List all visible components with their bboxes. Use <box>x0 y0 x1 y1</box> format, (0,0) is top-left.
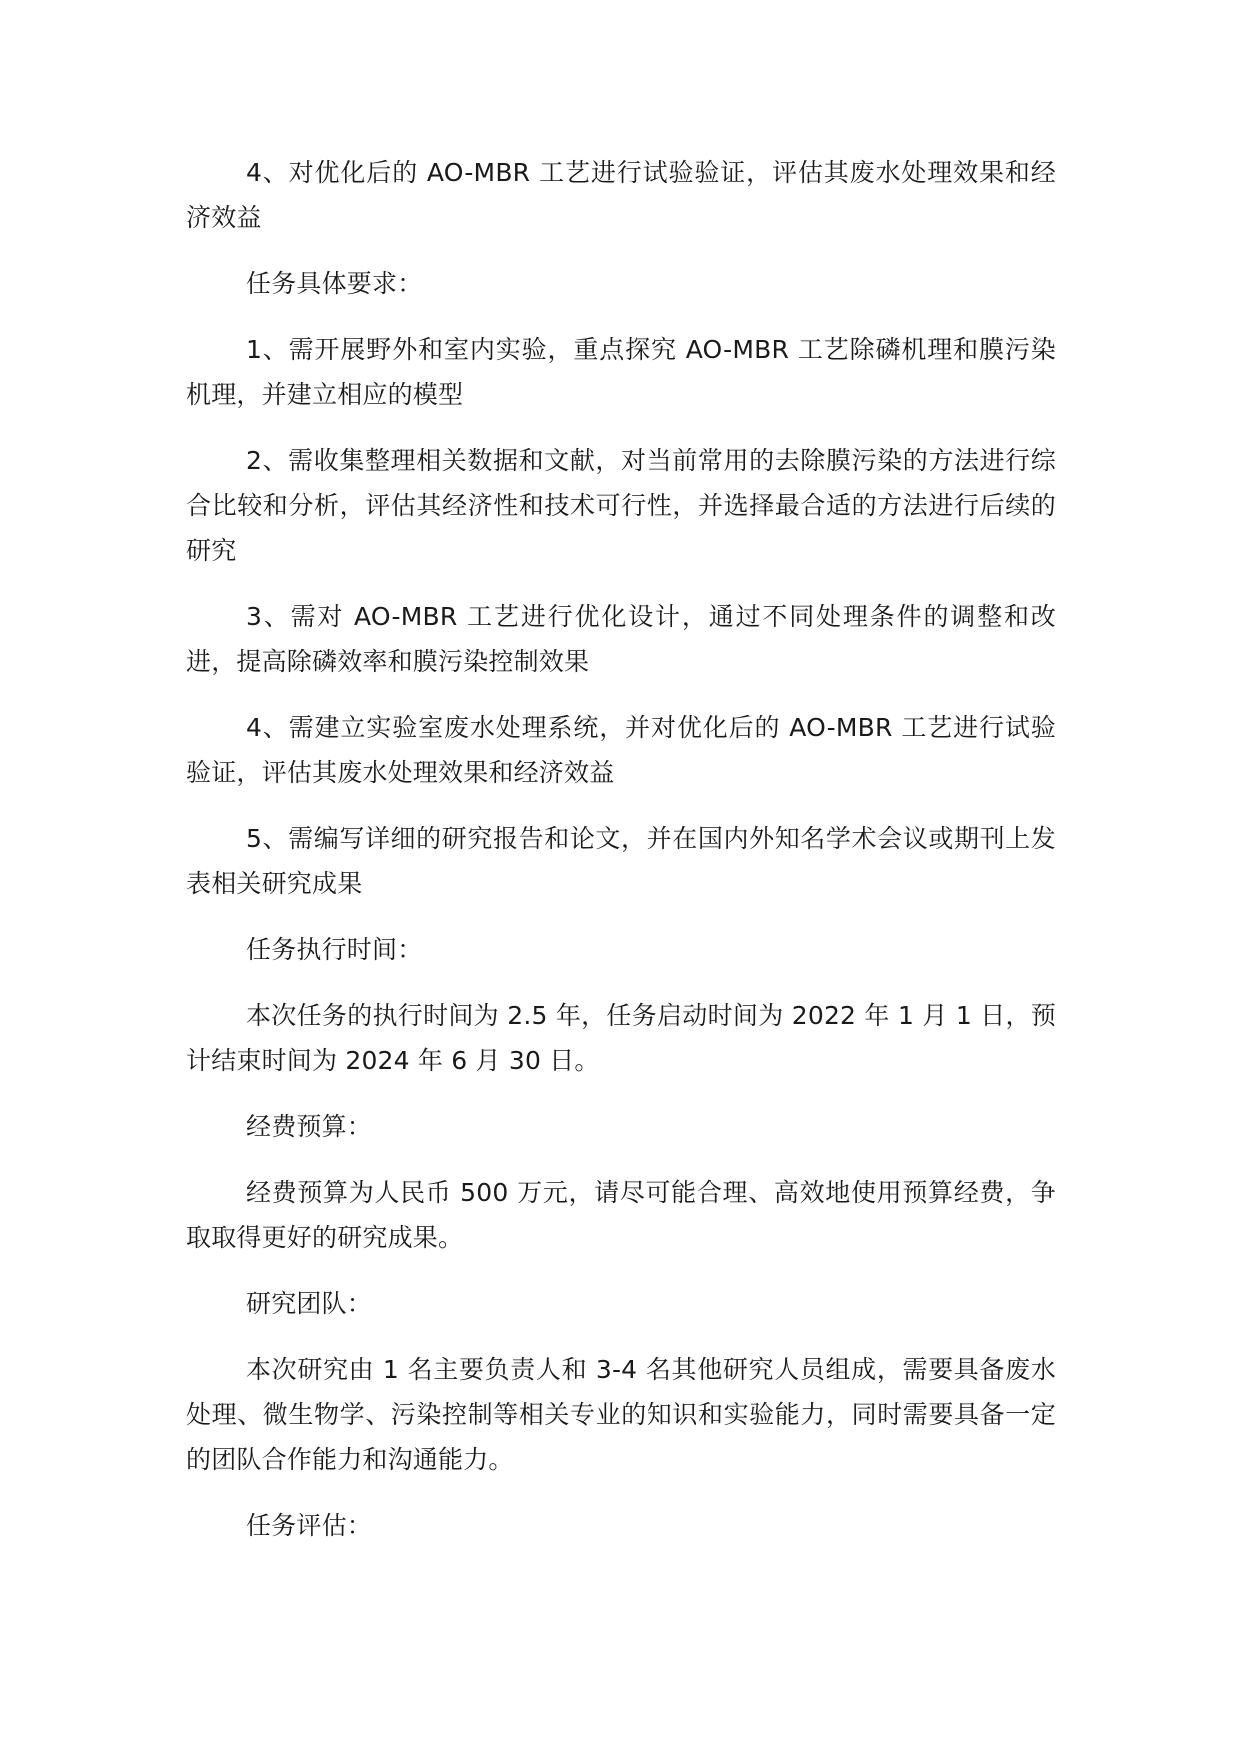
section-heading-budget: 经费预算： <box>246 1112 373 1141</box>
paragraph-budget: 经费预算为人民币 500 万元，请尽可能合理、高效地使用预算经费，争取取得更好的研究成果。 <box>186 1178 1056 1252</box>
paragraph-requirement-1: 1、需开展野外和室内实验，重点探究 AO-MBR 工艺除磷机理和膜污染机理，并建立相应的模型 <box>186 335 1056 409</box>
paragraph-objective-4: 4、对优化后的 AO-MBR 工艺进行试验验证，评估其废水处理效果和经济效益 <box>186 158 1056 232</box>
document-body <box>186 150 1056 1569</box>
section-heading-research-team: 研究团队： <box>246 1289 373 1318</box>
paragraph-requirement-2: 2、需收集整理相关数据和文献，对当前常用的去除膜污染的方法进行综合比较和分析，评估其经济性和技术可行性，并选择最合适的方法进行后续的研究 <box>186 446 1056 565</box>
section-heading-execution-time: 任务执行时间： <box>246 935 423 964</box>
section-heading-task-evaluation: 任务评估： <box>246 1511 373 1540</box>
section-heading-task-requirements: 任务具体要求： <box>246 269 423 298</box>
paragraph-requirement-5: 5、需编写详细的研究报告和论文，并在国内外知名学术会议或期刊上发表相关研究成果 <box>186 824 1056 898</box>
paragraph-execution-time: 本次任务的执行时间为 2.5 年，任务启动时间为 2022 年 1 月 1 日，预计结束时间为 2024 年 6 月 30 日。 <box>186 1001 1056 1075</box>
paragraph-research-team: 本次研究由 1 名主要负责人和 3-4 名其他研究人员组成，需要具备废水处理、微生物学、污染控制等相关专业的知识和实验能力，同时需要具备一定的团队合作能力和沟通能力。 <box>186 1355 1056 1474</box>
paragraph-requirement-3: 3、需对 AO-MBR 工艺进行优化设计，通过不同处理条件的调整和改进，提高除磷效率和膜污染控制效果 <box>186 602 1056 676</box>
paragraph-requirement-4: 4、需建立实验室废水处理系统，并对优化后的 AO-MBR 工艺进行试验验证，评估其废水处理效果和经济效益 <box>186 713 1056 787</box>
